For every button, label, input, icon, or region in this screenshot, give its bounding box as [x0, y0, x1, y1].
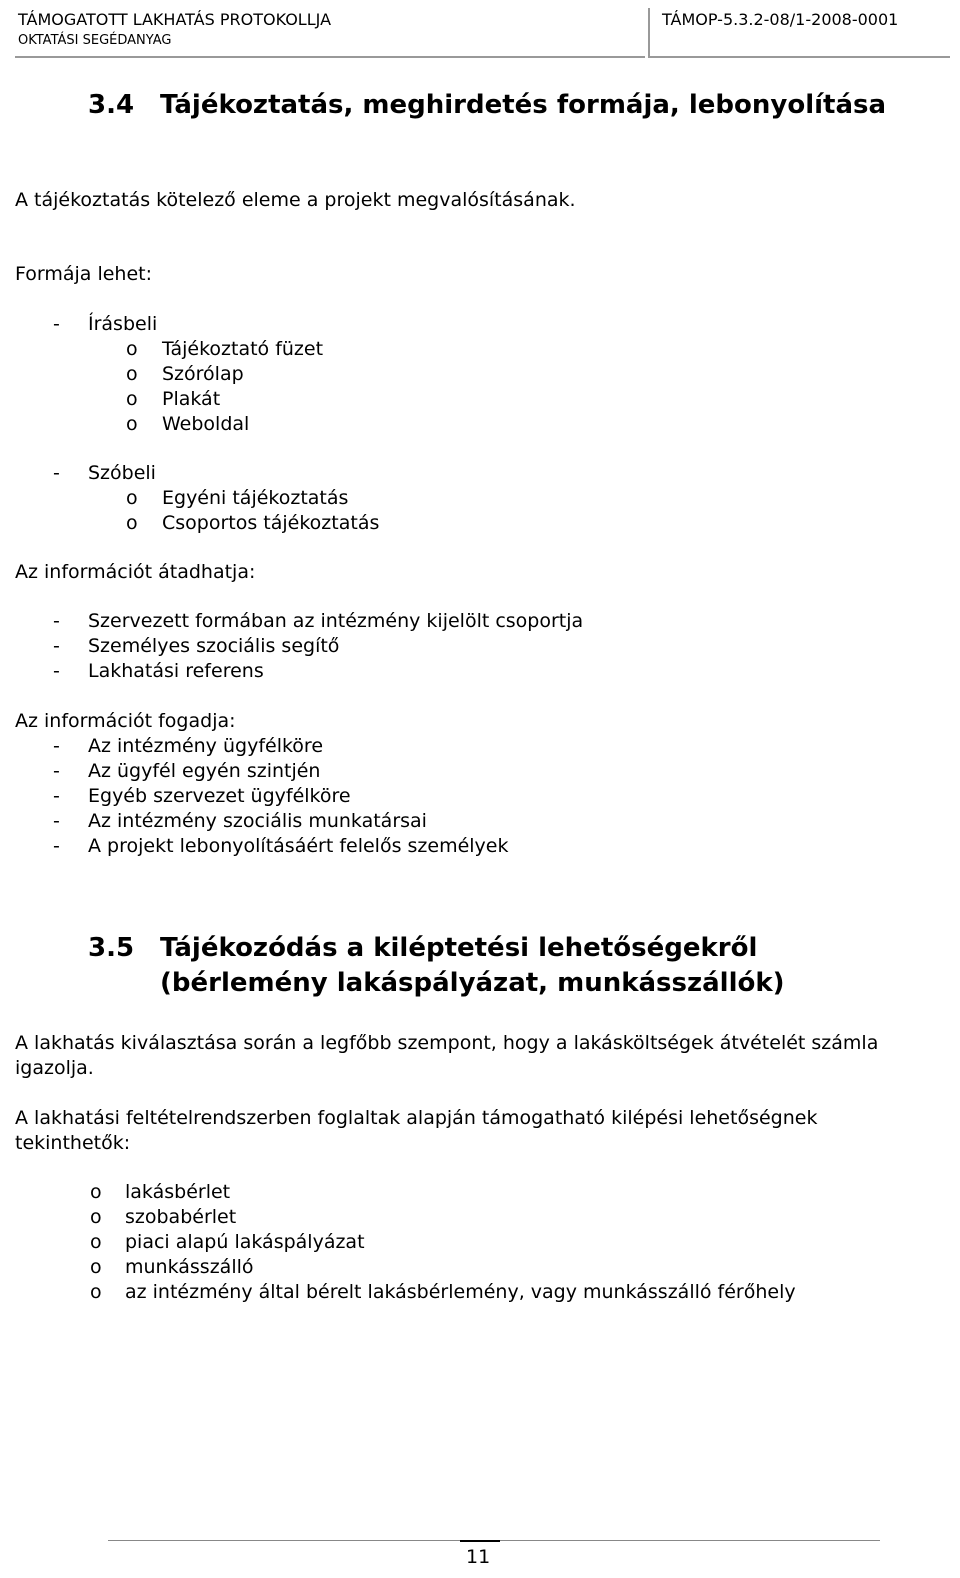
list-item: Egyéni tájékoztatás [162, 487, 349, 509]
paragraph: A lakhatási feltételrendszerben foglaltak alapján támogatható kilépési lehetőségnek tekinthetők: [15, 1107, 818, 1154]
list-item: szobabérlet [125, 1206, 237, 1228]
header-left-cell [15, 8, 645, 58]
circle-bullet: o [90, 1181, 102, 1203]
list-item: Plakát [162, 388, 221, 410]
list-item: Az intézmény szociális munkatársai [88, 810, 427, 832]
circle-bullet: o [90, 1256, 102, 1278]
dash-marker: - [53, 635, 60, 657]
list-item: Szórólap [162, 363, 244, 385]
circle-bullet: o [126, 413, 138, 435]
header-subtitle: OKTATÁSI SEGÉDANYAG [18, 33, 172, 48]
forms-label: Formája lehet: [15, 263, 153, 285]
page-header [0, 0, 950, 60]
list-item: Személyes szociális segítő [88, 635, 340, 657]
written-label: Írásbeli [88, 313, 158, 335]
circle-bullet: o [126, 487, 138, 509]
dash-marker: - [53, 313, 60, 335]
list-item: munkásszálló [125, 1256, 254, 1278]
transmit-label: Az információt átadhatja: [15, 561, 256, 583]
dash-marker: - [53, 462, 60, 484]
list-item: Az intézmény ügyfélköre [88, 735, 324, 757]
dash-marker: - [53, 660, 60, 682]
section-title: Tájékoztatás, meghirdetés formája, lebonyolítása [160, 90, 887, 120]
circle-bullet: o [126, 388, 138, 410]
oral-label: Szóbeli [88, 462, 156, 484]
list-item: az intézmény által bérelt lakásbérlemény, vagy munkásszálló férőhely [125, 1281, 796, 1303]
receive-label: Az információt fogadja: [15, 710, 236, 732]
section-number: 3.4 [88, 90, 135, 120]
list-item: Tájékoztató füzet [162, 338, 324, 360]
header-project-code: TÁMOP-5.3.2-08/1-2008-0001 [662, 10, 899, 29]
dash-marker: - [53, 810, 60, 832]
dash-marker: - [53, 785, 60, 807]
list-item: Egyéb szervezet ügyfélköre [88, 785, 351, 807]
page-number: 11 [466, 1546, 491, 1568]
paragraph: A lakhatás kiválasztása során a legfőbb szempont, hogy a lakásköltségek átvételét számla igazolja. [15, 1032, 879, 1079]
section-number: 3.5 [88, 933, 135, 963]
dash-marker: - [53, 835, 60, 857]
circle-bullet: o [126, 338, 138, 360]
header-title: TÁMOGATOTT LAKHATÁS PROTOKOLLJA [18, 10, 332, 29]
list-item: A projekt lebonyolításáért felelős személyek [88, 835, 509, 857]
dash-marker: - [53, 610, 60, 632]
dash-marker: - [53, 735, 60, 757]
section-title: Tájékozódás a kiléptetési lehetőségekről (bérlemény lakáspályázat, munkásszállók) [160, 933, 785, 998]
intro-paragraph: A tájékoztatás kötelező eleme a projekt megvalósításának. [15, 189, 576, 211]
circle-bullet: o [90, 1206, 102, 1228]
list-item: piaci alapú lakáspályázat [125, 1231, 365, 1253]
list-item: Weboldal [162, 413, 250, 435]
list-item: Szervezett formában az intézmény kijelölt csoportja [88, 610, 584, 632]
circle-bullet: o [126, 363, 138, 385]
dash-marker: - [53, 760, 60, 782]
list-item: lakásbérlet [125, 1181, 231, 1203]
list-item: Csoportos tájékoztatás [162, 512, 380, 534]
circle-bullet: o [126, 512, 138, 534]
circle-bullet: o [90, 1281, 102, 1303]
header-right-cell [648, 8, 950, 58]
footer-divider-accent [460, 1540, 500, 1542]
circle-bullet: o [90, 1231, 102, 1253]
list-item: Az ügyfél egyén szintjén [88, 760, 321, 782]
list-item: Lakhatási referens [88, 660, 264, 682]
